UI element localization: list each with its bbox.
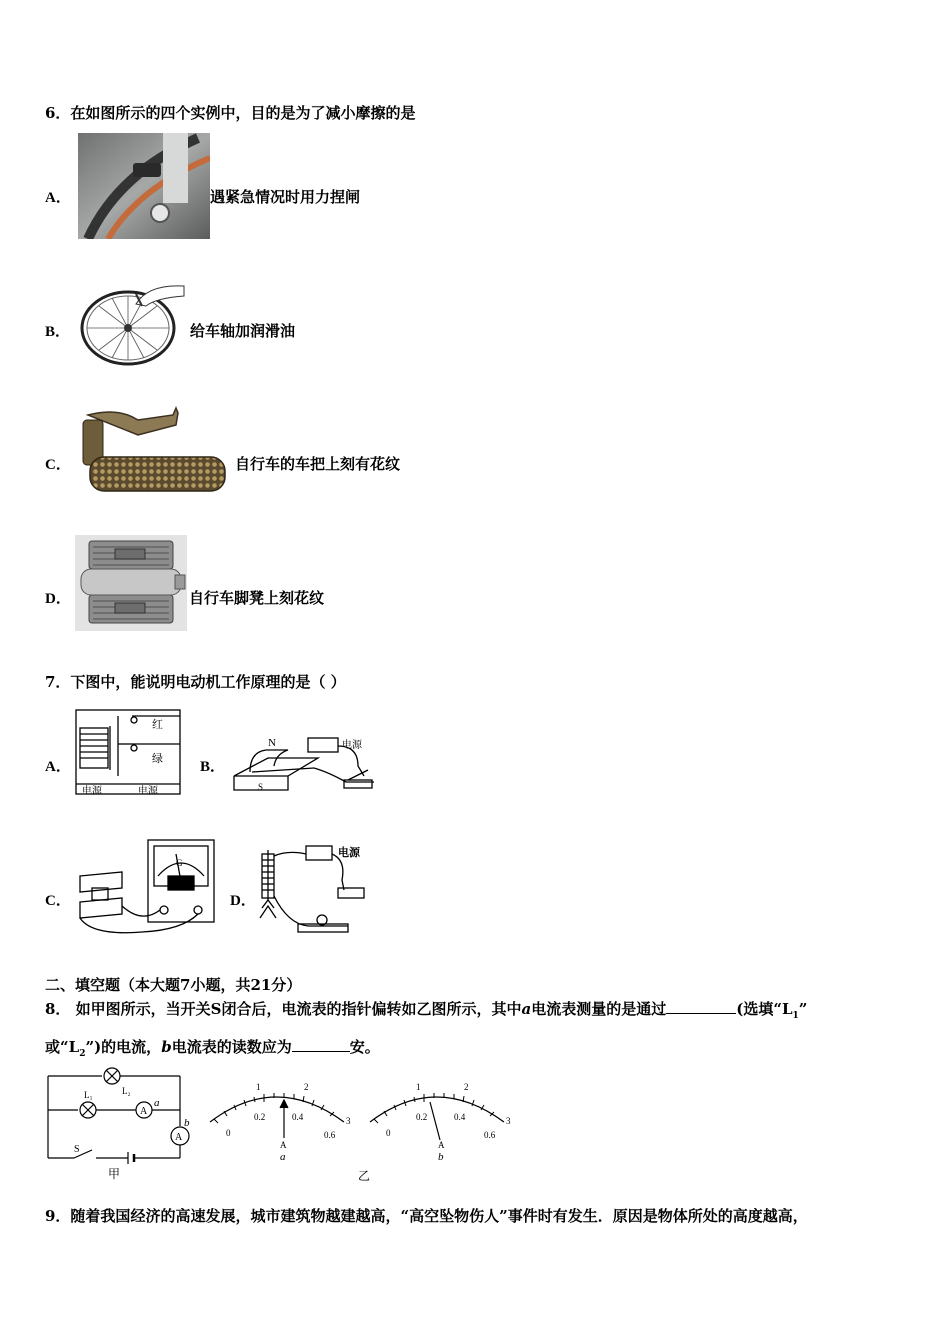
dial-b-unit: A: [438, 1140, 445, 1150]
dial-b-tick-06: 0.6: [484, 1130, 496, 1140]
dial-a-tick-04: 0.4: [292, 1112, 304, 1122]
q8-text-b: 电流表测量的是通过: [531, 1000, 667, 1018]
ammeter-a-symbol: A: [140, 1106, 148, 1117]
bicycle-brake-image: [78, 133, 210, 239]
dial-a-tick-0: 0: [226, 1128, 231, 1138]
q8-line-2: [45, 1036, 380, 1059]
dial-a-tick-02: 0.2: [254, 1112, 266, 1122]
dial-a-tick-1: 1: [256, 1082, 261, 1092]
power-label: 电源: [338, 846, 360, 859]
power-label-1: 电源: [82, 786, 102, 797]
electromagnet-figure: [258, 840, 370, 940]
switch-s-label: S: [74, 1144, 80, 1155]
q6-option-c-letter: C．: [45, 457, 71, 473]
q8-text-g: 电流表的读数应为: [171, 1038, 292, 1056]
q7-option-c-letter: C．: [45, 893, 71, 909]
circuit-diagram-jia: [44, 1066, 194, 1182]
dial-b-tick-3: 3: [506, 1116, 511, 1126]
dial-a-label: a: [280, 1151, 286, 1163]
galvanometer-figure: [72, 836, 222, 938]
red-lamp-label: 红: [152, 718, 163, 731]
figure-yi-caption: 乙: [358, 1169, 371, 1183]
q7-option-b-letter: B．: [200, 759, 226, 775]
q8-sub-1: 1: [792, 1011, 799, 1021]
relay-circuit-figure: [72, 704, 184, 800]
bicycle-pedal-image: [75, 535, 187, 631]
q8-text-c: (选填“L: [736, 1000, 793, 1018]
dial-a-tick-3: 3: [346, 1116, 351, 1126]
q6-stem: 6．在如图所示的四个实例中，目的是为了减小摩擦的是: [45, 104, 416, 122]
dial-b-tick-1: 1: [416, 1082, 421, 1092]
q8-text-f: ”)的电流，: [85, 1038, 162, 1056]
dial-a-tick-2: 2: [304, 1082, 309, 1092]
q8-text-d: ”: [798, 1000, 808, 1018]
q6-option-b-letter: B．: [45, 324, 71, 340]
dial-b-tick-2: 2: [464, 1082, 469, 1092]
q7-option-a-letter: A．: [45, 759, 71, 775]
lamp-l1-label: L₁: [84, 1090, 93, 1100]
q7-stem: 7．下图中，能说明电动机工作原理的是（ ）: [45, 673, 346, 691]
dial-b-label: b: [438, 1151, 444, 1163]
dial-a-tick-06: 0.6: [324, 1130, 336, 1140]
q6-option-d-letter: D．: [45, 591, 71, 607]
q8-var-a: a: [521, 1000, 532, 1018]
ammeter-a-label: a: [154, 1097, 160, 1109]
q9-text: 9．随着我国经济的高速发展，城市建筑物越建越高，“高空坠物伤人”事件时有发生．原因是物体所处的高度越高，: [45, 1207, 808, 1225]
section-title: 二、填空题（本大题7小题，共21分）: [45, 976, 302, 994]
lamp-l2-label: L₂: [122, 1086, 131, 1096]
south-pole-label: S: [258, 782, 264, 792]
ammeter-b-symbol: A: [175, 1132, 183, 1143]
dial-b-tick-04: 0.4: [454, 1112, 466, 1122]
q7-option-d-letter: D．: [230, 893, 256, 909]
wheel-oiling-image: [76, 276, 188, 368]
north-pole-label: N: [268, 737, 276, 749]
q8-line-1: [45, 998, 807, 1021]
q6-option-a-text: 遇紧急情况时用力捏闸: [210, 188, 361, 206]
ammeter-b-label: b: [184, 1117, 190, 1129]
dial-a-unit: A: [280, 1140, 287, 1150]
power-label: 电源: [342, 740, 362, 751]
q6-option-d-text: 自行车脚凳上刻花纹: [189, 589, 325, 607]
q8-text-h: 安。: [349, 1038, 380, 1056]
green-lamp-label: 绿: [152, 752, 163, 765]
ammeter-dials-yi: [204, 1078, 524, 1186]
answer-blank-1[interactable]: [666, 1013, 736, 1014]
power-label-2: 电源: [138, 786, 158, 797]
q8-sub-2: 2: [79, 1049, 86, 1059]
motor-principle-figure: [228, 732, 378, 798]
dial-b-tick-02: 0.2: [416, 1112, 428, 1122]
q6-option-b-text: 给车轴加润滑油: [190, 322, 296, 340]
dial-b-tick-0: 0: [386, 1128, 391, 1138]
q8-var-b: b: [161, 1038, 172, 1056]
q8-text-e: 或“L: [45, 1038, 80, 1056]
handlebar-grip-image: [78, 405, 228, 497]
q8-text-a: 8． 如甲图所示，当开关S闭合后，电流表的指针偏转如乙图所示，其中: [45, 1000, 522, 1018]
answer-blank-2[interactable]: [292, 1051, 350, 1052]
q6-option-a-letter: A．: [45, 190, 71, 206]
q6-option-c-text: 自行车的车把上刻有花纹: [235, 455, 401, 473]
figure-jia-caption: 甲: [108, 1167, 121, 1181]
svg-text:G: G: [176, 858, 183, 868]
